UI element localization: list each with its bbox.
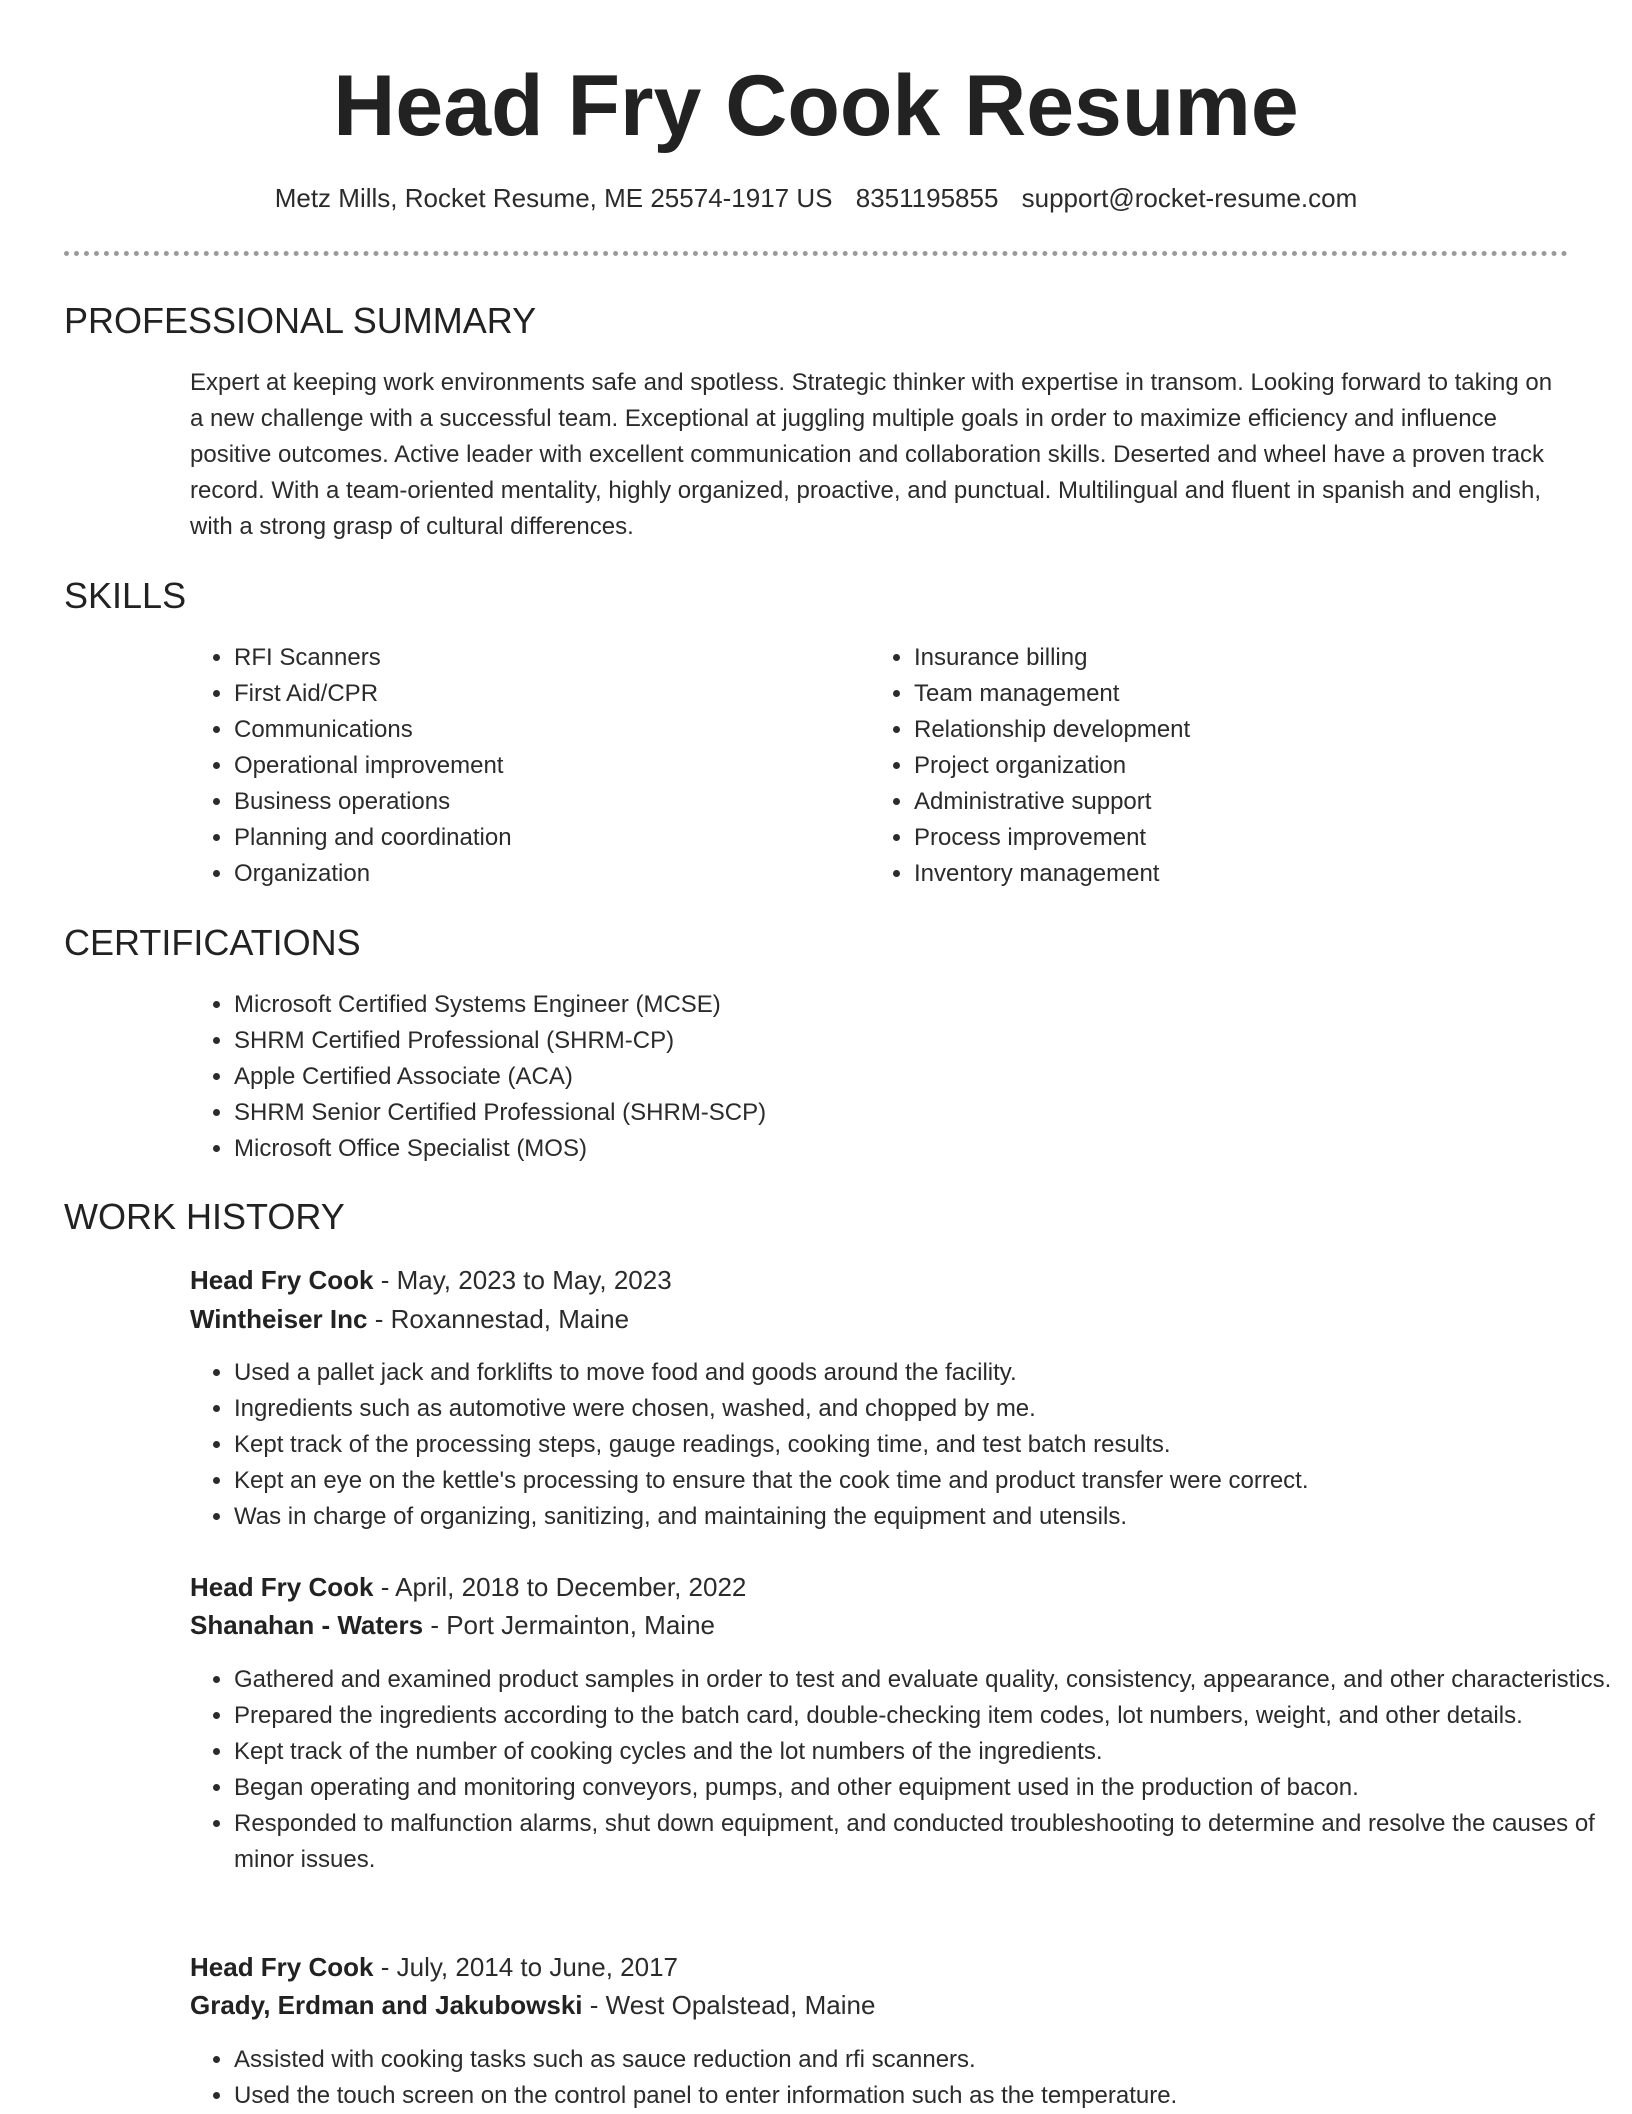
job-location: - Port Jermainton, Maine [423, 1610, 715, 1640]
certification-item: • Microsoft Office Specialist (MOS) [234, 1131, 1434, 1167]
certifications-list [190, 987, 1434, 1167]
job-title: Head Fry Cook [190, 1265, 374, 1295]
resume-title: Head Fry Cook Resume [333, 58, 1299, 154]
job-duty-item: • Kept track of the number of cooking cycles and the lot numbers of the ingredients. [234, 1734, 1614, 1770]
skill-item: • Process improvement [914, 820, 1534, 856]
certification-item: • SHRM Certified Professional (SHRM-CP) [234, 1023, 1434, 1059]
skill-item: • Insurance billing [914, 640, 1534, 676]
certifications-heading: CERTIFICATIONS [64, 922, 361, 963]
job-title-line [190, 1948, 678, 1986]
contact-line [0, 180, 1632, 216]
job-duties-list [190, 1355, 1614, 1535]
header-divider [64, 251, 1568, 256]
skills-heading: SKILLS [64, 575, 187, 616]
job-duty-item: • Was in charge of organizing, sanitizing, and maintaining the equipment and utensils. [234, 1499, 1614, 1535]
skill-item: • Operational improvement [234, 748, 854, 784]
job-title-line [190, 1568, 746, 1606]
summary-heading: PROFESSIONAL SUMMARY [64, 300, 537, 341]
job-dates: - May, 2023 to May, 2023 [373, 1265, 672, 1295]
certification-item: • Apple Certified Associate (ACA) [234, 1059, 1434, 1095]
skill-item: • RFI Scanners [234, 640, 854, 676]
job-duty-item: • Ingredients such as automotive were chosen, washed, and chopped by me. [234, 1391, 1614, 1427]
job-duties-list [190, 1662, 1614, 1878]
skill-item: • Administrative support [914, 784, 1534, 820]
summary-text: Expert at keeping work environments safe and spotless. Strategic thinker with expertise in transom. Looking forward to taking on a new challenge with a successful team. Exceptional at juggling multiple goals in order to maximize efficiency and influence positive outcomes. Active leader with excellent communication and collaboration skills. Deserted and wheel have a proven track record. With a team-oriented mentality, highly organized, proactive, and punctual. Multilingual and fluent in spanish and english, with a strong grasp of cultural differences. [190, 369, 1553, 540]
skill-item: • Inventory management [914, 856, 1534, 892]
skills-list-left [190, 640, 854, 892]
job-location: - Roxannestad, Maine [367, 1304, 630, 1334]
skills-list-right [870, 640, 1534, 892]
work-history-heading: WORK HISTORY [64, 1196, 345, 1237]
skill-item: • Project organization [914, 748, 1534, 784]
contact-email: support@rocket-resume.com [1021, 183, 1358, 213]
job-title: Head Fry Cook [190, 1572, 374, 1602]
contact-address: Metz Mills, Rocket Resume, ME 25574-1917 US [274, 183, 833, 213]
job-duties-list [190, 2042, 1614, 2114]
contact-phone: 8351195855 [855, 183, 999, 213]
skill-item: • Business operations [234, 784, 854, 820]
job-company: Grady, Erdman and Jakubowski [190, 1990, 583, 2020]
job-company-line [190, 1986, 875, 2024]
job-title: Head Fry Cook [190, 1952, 374, 1982]
skill-item: • Communications [234, 712, 854, 748]
job-duty-item: • Used the touch screen on the control panel to enter information such as the temperature. [234, 2078, 1614, 2114]
job-company-line [190, 1606, 715, 1644]
job-dates: - April, 2018 to December, 2022 [373, 1572, 747, 1602]
skill-item: • Organization [234, 856, 854, 892]
job-duty-item: • Used a pallet jack and forklifts to move food and goods around the facility. [234, 1355, 1614, 1391]
job-company: Wintheiser Inc [190, 1304, 368, 1334]
job-duty-item: • Began operating and monitoring conveyors, pumps, and other equipment used in the production of bacon. [234, 1770, 1614, 1806]
skill-item: • Team management [914, 676, 1534, 712]
job-duty-item: • Responded to malfunction alarms, shut down equipment, and conducted troubleshooting to determine and resolve the causes of minor issues. [234, 1806, 1614, 1878]
job-duty-item: • Kept an eye on the kettle's processing to ensure that the cook time and product transfer were correct. [234, 1463, 1614, 1499]
job-duty-item: • Gathered and examined product samples in order to test and evaluate quality, consistency, appearance, and other characteristics. [234, 1662, 1614, 1698]
certification-item: • SHRM Senior Certified Professional (SHRM-SCP) [234, 1095, 1434, 1131]
certification-item: • Microsoft Certified Systems Engineer (MCSE) [234, 987, 1434, 1023]
job-location: - West Opalstead, Maine [582, 1990, 876, 2020]
job-duty-item: • Assisted with cooking tasks such as sauce reduction and rfi scanners. [234, 2042, 1614, 2078]
job-title-line [190, 1261, 672, 1299]
skill-item: • Relationship development [914, 712, 1534, 748]
job-dates: - July, 2014 to June, 2017 [373, 1952, 678, 1982]
job-duty-item: • Prepared the ingredients according to the batch card, double-checking item codes, lot numbers, weight, and other details. [234, 1698, 1614, 1734]
job-company: Shanahan - Waters [190, 1610, 424, 1640]
skill-item: • Planning and coordination [234, 820, 854, 856]
job-duty-item: • Kept track of the processing steps, gauge readings, cooking time, and test batch results. [234, 1427, 1614, 1463]
skill-item: • First Aid/CPR [234, 676, 854, 712]
job-company-line [190, 1300, 629, 1338]
